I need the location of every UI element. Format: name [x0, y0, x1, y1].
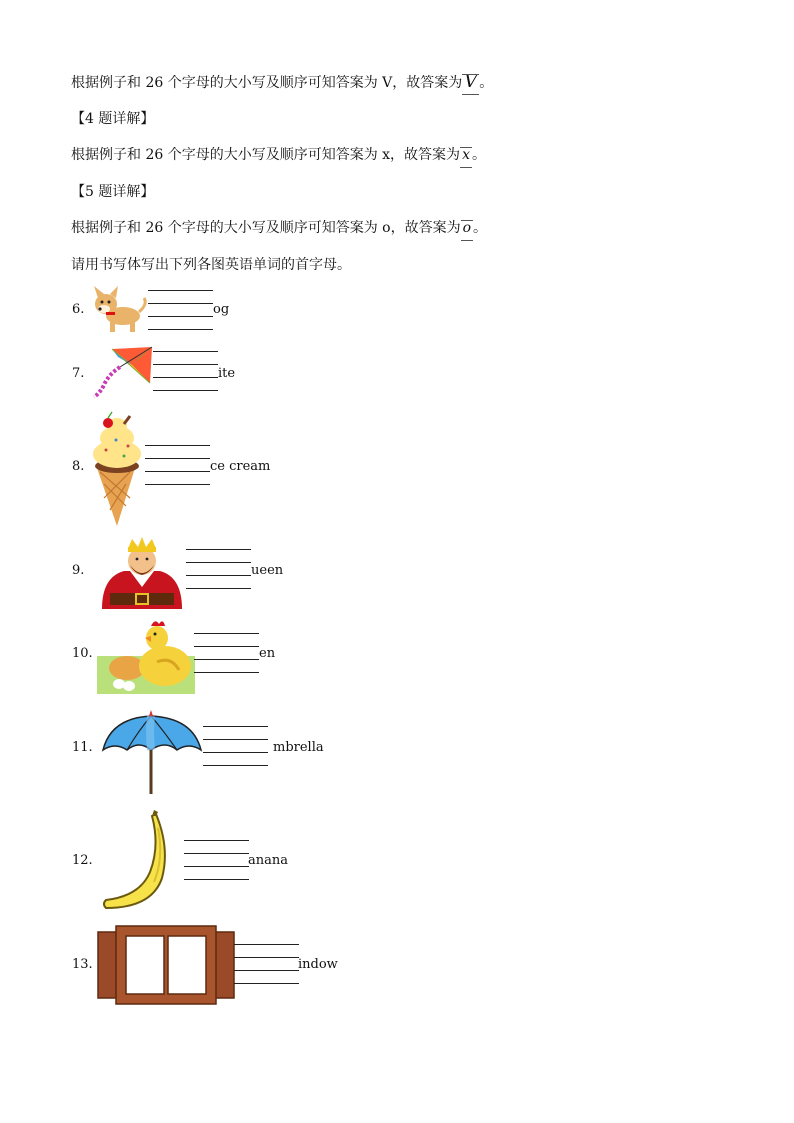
word-suffix: ce cream — [210, 459, 271, 474]
word-suffix: mbrella — [273, 740, 324, 755]
answer-blank: o — [461, 218, 473, 238]
explanation-text: 根据例子和 26 个字母的大小写及顺序可知答案为 o，故答案为 — [71, 220, 461, 236]
writing-lines[interactable] — [145, 445, 210, 485]
umbrella-icon — [101, 710, 203, 796]
period: 。 — [473, 220, 488, 236]
word-suffix: og — [213, 302, 230, 317]
explanation-5 — [71, 218, 487, 238]
writing-lines[interactable] — [203, 726, 268, 766]
period: 。 — [479, 75, 494, 91]
question-number: 11. — [72, 740, 93, 755]
writing-lines[interactable] — [184, 840, 249, 880]
answer-blank: x — [460, 145, 472, 165]
window-icon — [98, 926, 234, 1004]
ice-cream-icon — [90, 410, 145, 528]
word-suffix: ueen — [251, 563, 284, 578]
question-number: 13. — [72, 957, 93, 972]
hen-icon — [97, 616, 195, 694]
section-header-4: 【4 题详解】 — [71, 111, 155, 127]
question-number: 8. — [72, 459, 85, 474]
question-number: 10. — [72, 646, 93, 661]
writing-lines[interactable] — [234, 944, 299, 984]
queen-icon — [98, 537, 186, 611]
writing-lines[interactable] — [153, 351, 218, 391]
dog-icon — [88, 284, 148, 334]
writing-lines[interactable] — [186, 549, 251, 589]
kite-icon — [90, 345, 155, 400]
word-suffix: anana — [248, 853, 288, 868]
question-number: 7. — [72, 366, 85, 381]
explanation-text: 根据例子和 26 个字母的大小写及顺序可知答案为 x，故答案为 — [71, 147, 461, 163]
explanation-text: 根据例子和 26 个字母的大小写及顺序可知答案为 V，故答案为 — [71, 75, 463, 91]
question-number: 6. — [72, 302, 85, 317]
period: 。 — [471, 147, 486, 163]
question-number: 12. — [72, 853, 93, 868]
answer-blank: V — [462, 72, 479, 92]
question-number: 9. — [72, 563, 85, 578]
word-suffix: indow — [298, 957, 338, 972]
explanation-4 — [71, 145, 486, 165]
banana-icon — [100, 808, 180, 914]
instruction: 请用书写体写出下列各图英语单词的首字母。 — [71, 257, 351, 273]
word-suffix: en — [259, 646, 276, 661]
explanation-3 — [71, 72, 493, 93]
section-header-5: 【5 题详解】 — [71, 184, 155, 200]
writing-lines[interactable] — [194, 633, 259, 673]
writing-lines[interactable] — [148, 290, 213, 330]
word-suffix: ite — [218, 366, 236, 381]
